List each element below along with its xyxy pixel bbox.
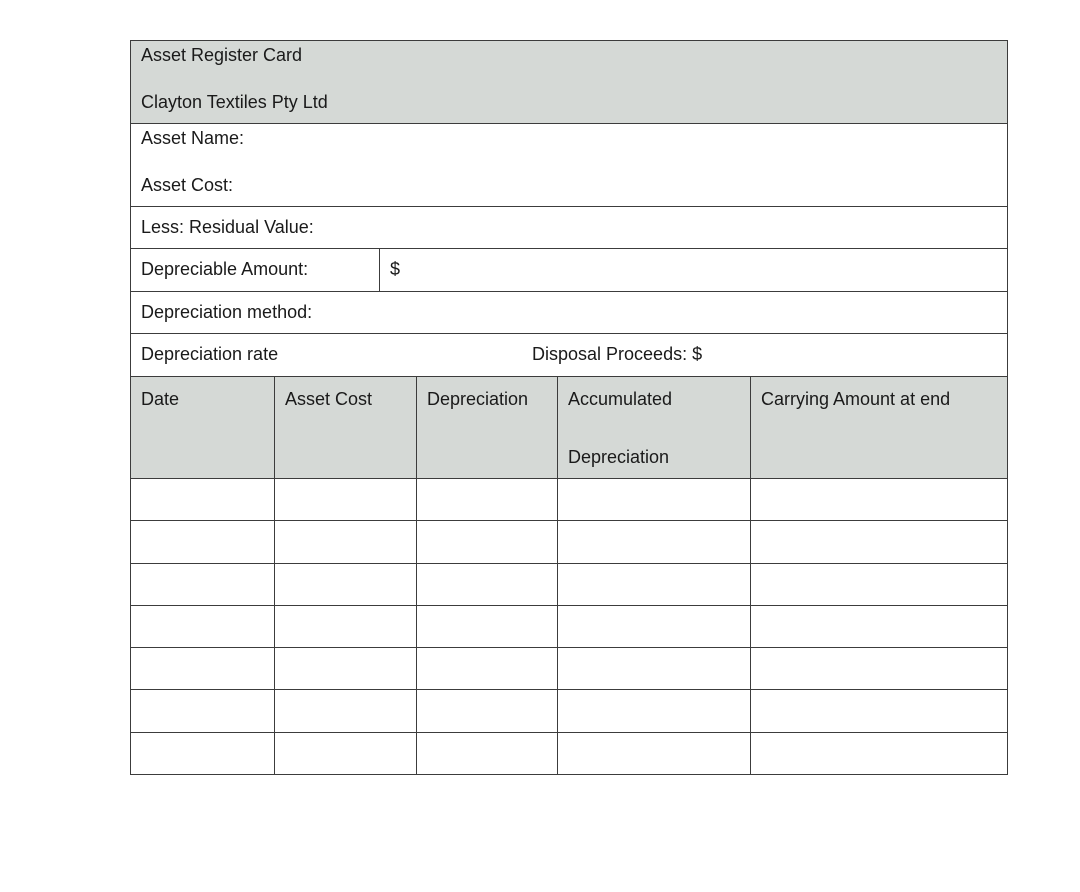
cell-carrying-amount[interactable]: [751, 479, 1008, 521]
depreciable-amount-label: Depreciable Amount:: [131, 249, 380, 292]
col-header-depreciation: Depreciation: [417, 377, 558, 479]
cell-asset-cost[interactable]: [275, 648, 417, 690]
asset-cost-label: Asset Cost:: [141, 175, 234, 195]
asset-register-card: [130, 40, 1008, 775]
table-row: [131, 690, 1008, 732]
rate-disposal-cell: [131, 334, 1008, 377]
cell-depreciation[interactable]: [417, 648, 558, 690]
table-row: [131, 605, 1008, 647]
depreciable-row: [131, 249, 1008, 292]
col-header-asset-cost: Asset Cost: [275, 377, 417, 479]
residual-value-label: Less: Residual Value:: [131, 207, 1008, 249]
cell-depreciation[interactable]: [417, 605, 558, 647]
asset-name-label: Asset Name:: [141, 128, 245, 148]
residual-row: [131, 207, 1008, 249]
cell-carrying-amount[interactable]: [751, 563, 1008, 605]
cell-asset-cost[interactable]: [275, 563, 417, 605]
table-row: [131, 521, 1008, 563]
cell-date[interactable]: [131, 521, 275, 563]
cell-asset-cost[interactable]: [275, 732, 417, 774]
cell-accumulated-depreciation[interactable]: [558, 648, 751, 690]
cell-depreciation[interactable]: [417, 690, 558, 732]
cell-date[interactable]: [131, 479, 275, 521]
cell-asset-cost[interactable]: [275, 521, 417, 563]
cell-accumulated-depreciation[interactable]: [558, 563, 751, 605]
entry-rows: [131, 479, 1008, 775]
method-row: [131, 292, 1008, 334]
asset-info-cell: [131, 124, 1008, 207]
cell-date[interactable]: [131, 690, 275, 732]
cell-date[interactable]: [131, 563, 275, 605]
depreciation-rate-label: Depreciation rate: [141, 344, 279, 364]
cell-depreciation[interactable]: [417, 563, 558, 605]
table-row: [131, 648, 1008, 690]
cell-accumulated-depreciation[interactable]: [558, 479, 751, 521]
cell-accumulated-depreciation[interactable]: [558, 690, 751, 732]
cell-asset-cost[interactable]: [275, 605, 417, 647]
rate-row: [131, 334, 1008, 377]
disposal-proceeds-label: Disposal Proceeds: $: [532, 344, 703, 364]
card-header-row: [131, 41, 1008, 124]
cell-carrying-amount[interactable]: [751, 690, 1008, 732]
column-header-row: [131, 377, 1008, 479]
cell-carrying-amount[interactable]: [751, 648, 1008, 690]
cell-asset-cost[interactable]: [275, 690, 417, 732]
depreciation-method-label: Depreciation method:: [131, 292, 1008, 334]
cell-carrying-amount[interactable]: [751, 605, 1008, 647]
asset-info-row: [131, 124, 1008, 207]
col-header-carrying-amount: Carrying Amount at end: [751, 377, 1008, 479]
table-row: [131, 732, 1008, 774]
cell-depreciation[interactable]: [417, 521, 558, 563]
depreciable-amount-value: $: [380, 249, 1008, 292]
table-row: [131, 479, 1008, 521]
cell-accumulated-depreciation[interactable]: [558, 521, 751, 563]
col-header-date: Date: [131, 377, 275, 479]
cell-date[interactable]: [131, 648, 275, 690]
card-title: Asset Register Card: [141, 45, 303, 65]
cell-asset-cost[interactable]: [275, 479, 417, 521]
cell-date[interactable]: [131, 732, 275, 774]
cell-accumulated-depreciation[interactable]: [558, 605, 751, 647]
col-header-accumulated-line2: Depreciation: [568, 447, 670, 467]
col-header-accumulated-line1: Accumulated: [568, 389, 673, 409]
cell-carrying-amount[interactable]: [751, 521, 1008, 563]
company-name: Clayton Textiles Pty Ltd: [141, 92, 328, 112]
cell-depreciation[interactable]: [417, 732, 558, 774]
col-header-accumulated-depreciation: [558, 377, 751, 479]
cell-carrying-amount[interactable]: [751, 732, 1008, 774]
table-row: [131, 563, 1008, 605]
cell-accumulated-depreciation[interactable]: [558, 732, 751, 774]
cell-depreciation[interactable]: [417, 479, 558, 521]
cell-date[interactable]: [131, 605, 275, 647]
card-header-cell: [131, 41, 1008, 124]
